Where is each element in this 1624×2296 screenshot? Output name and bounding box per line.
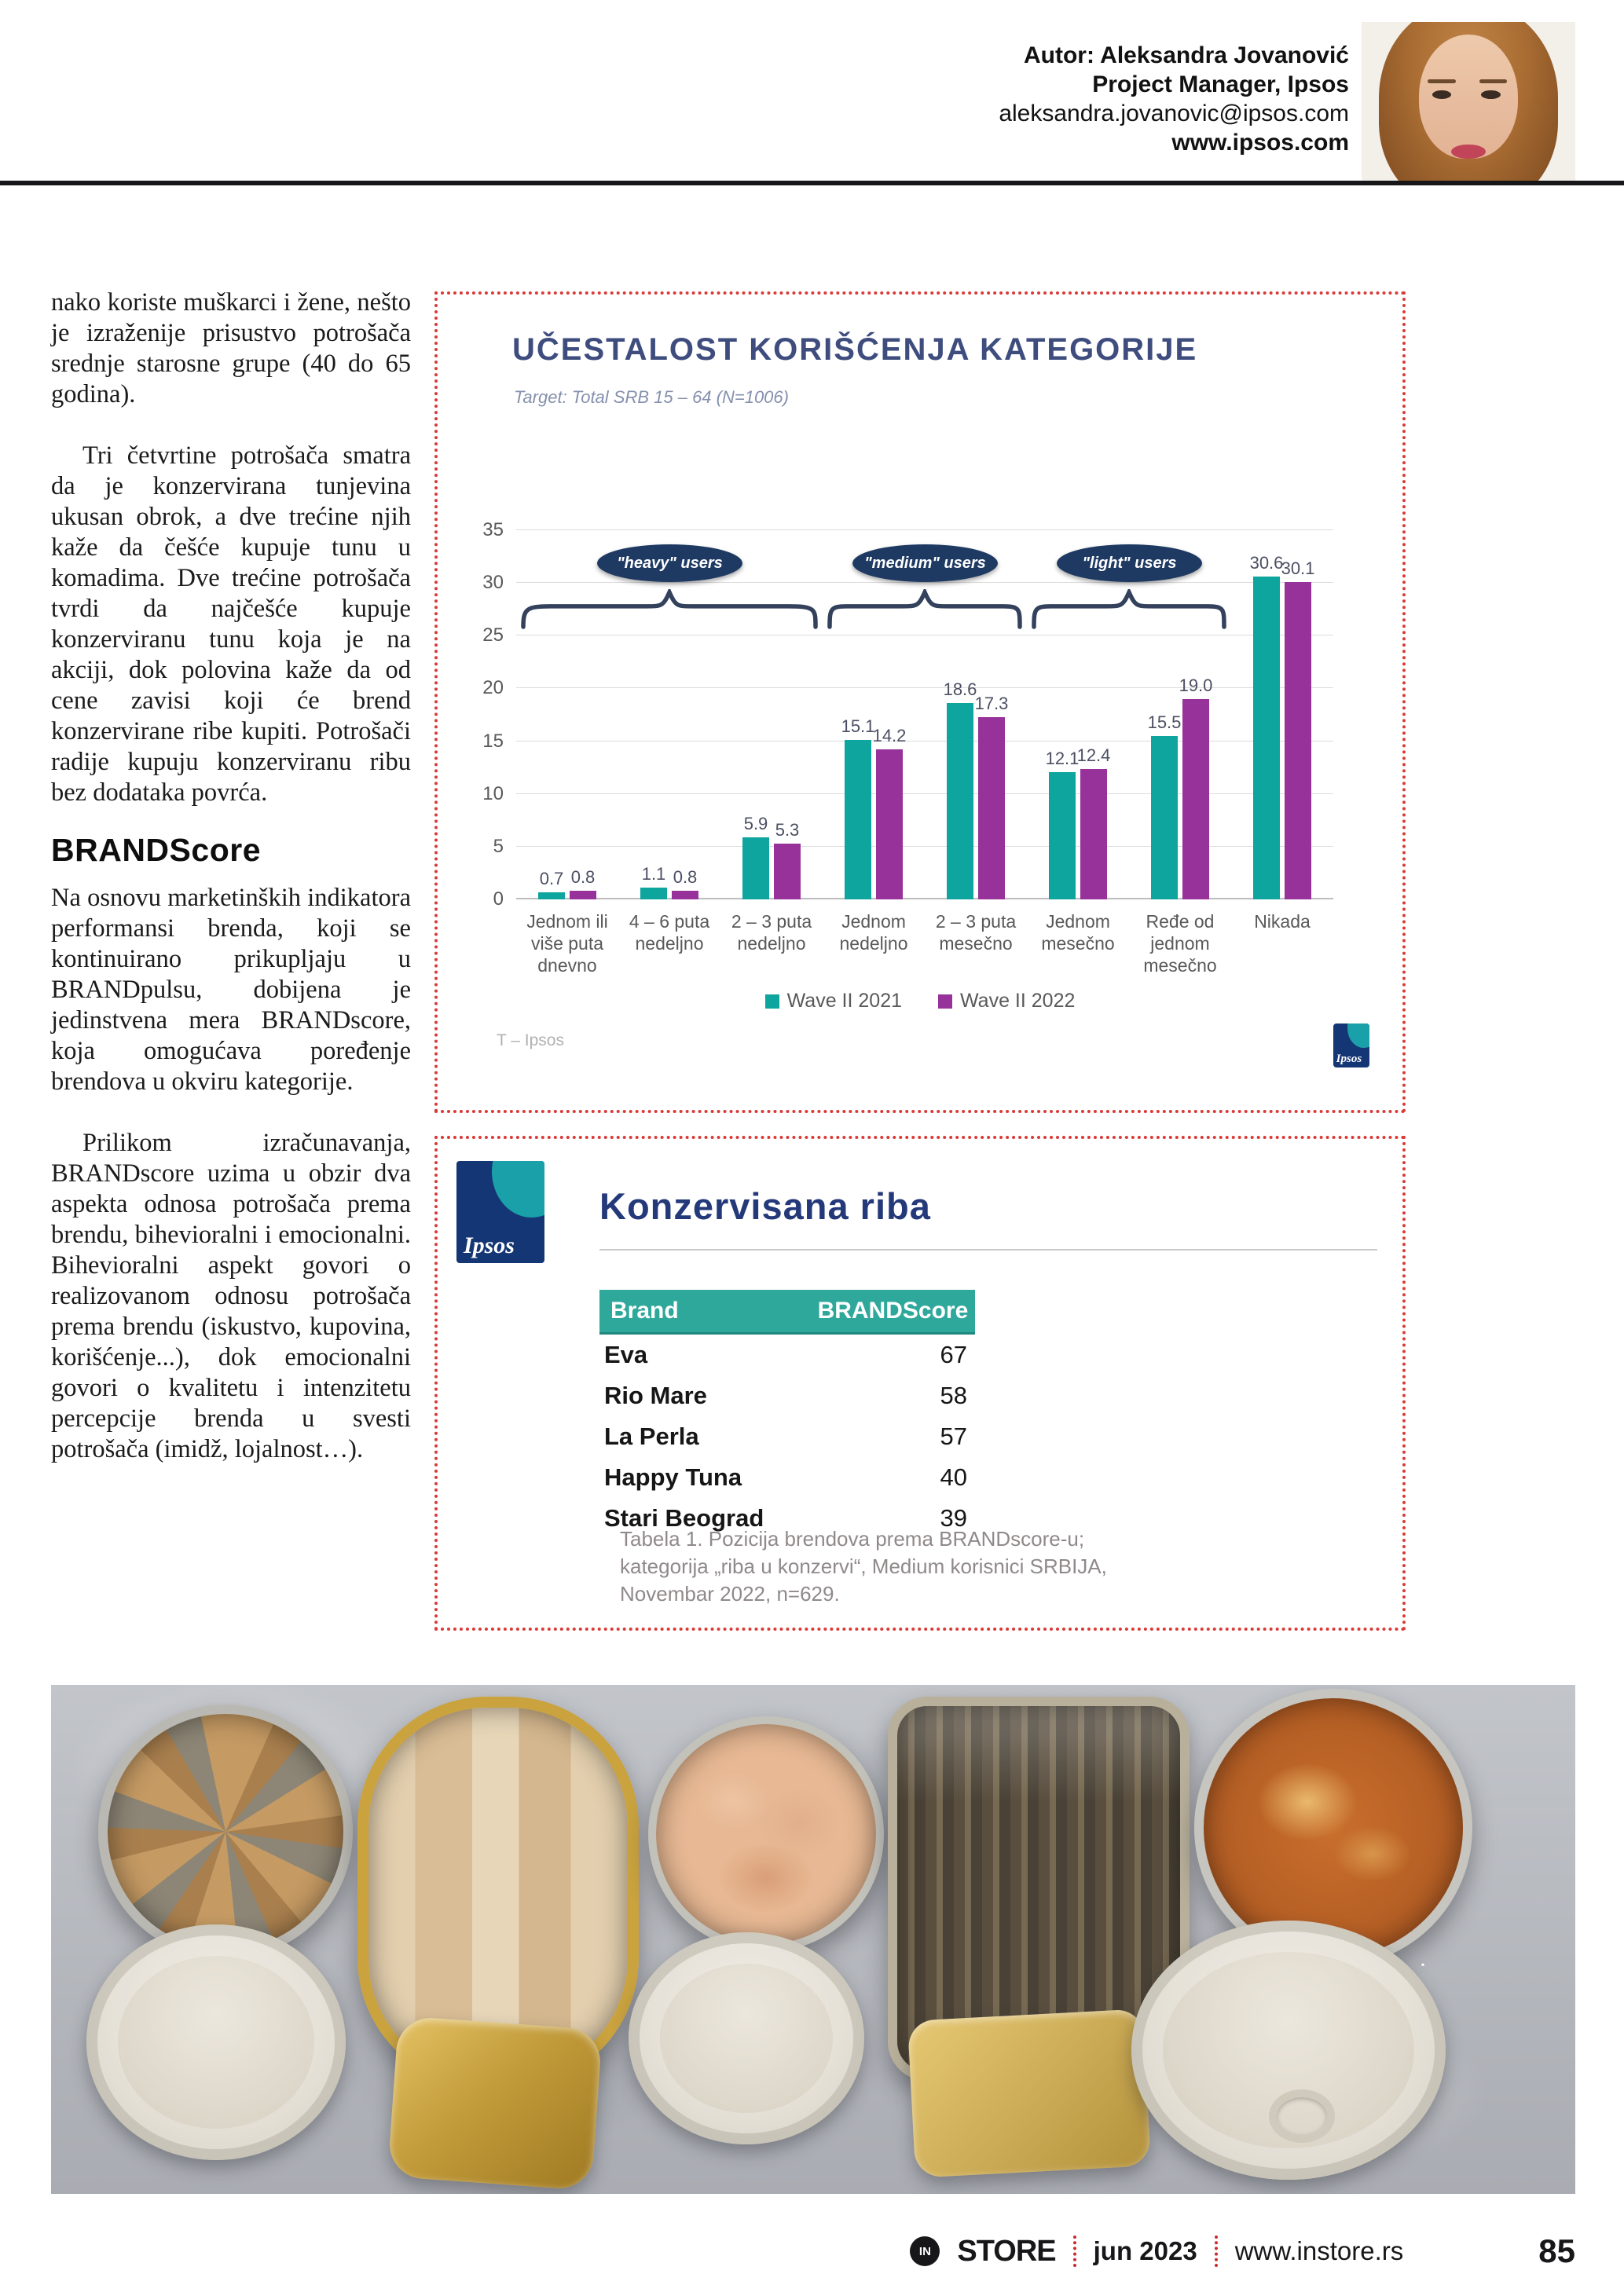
bar-group [1129,675,1231,899]
bar-wave-ii-2021 [1249,553,1284,899]
author-name: Autor: Aleksandra Jovanović [1023,42,1349,68]
can-lid-gold [907,2009,1151,2177]
bar-value-label: 14.2 [872,726,907,746]
ipsos-logo [456,1161,544,1263]
bar-value-label: 30.1 [1281,558,1315,578]
score-cell: 57 [940,1423,967,1450]
footer-separator [1215,2236,1218,2267]
brand-cell: Eva [604,1341,648,1368]
bar-group [618,864,720,899]
section-heading-brandscore: BRANDScore [51,832,261,868]
chart-title: UČESTALOST KORIŠĆENJA KATEGORIJE [512,332,1198,367]
author-role: Project Manager, Ipsos [1092,71,1349,97]
photo-canned-fish [51,1685,1575,2194]
legend-swatch [765,994,779,1009]
x-axis-category-label: 2 – 3 puta mesečno [935,911,1017,954]
bar-group [1027,745,1129,900]
column-header-brand: Brand [599,1290,771,1334]
instore-logo-icon: IN [910,2236,940,2266]
can-lid-with-ring [1131,1921,1446,2180]
bar-value-label: 17.3 [974,693,1009,713]
score-cell: 39 [940,1504,967,1532]
gridline [516,529,1333,530]
brand-cell: La Perla [604,1423,699,1450]
y-axis-tick: 0 [493,888,504,910]
bar-wave-ii-2021 [640,864,667,899]
photo-brow [1428,79,1455,83]
y-axis-tick: 35 [482,519,504,540]
round-can-tuna [648,1716,884,1952]
user-group-oval: "heavy" users [597,544,742,582]
can-lid [86,1924,346,2160]
user-group-oval: "light" users [1057,544,1202,582]
footer-website: www.instore.rs [1234,2236,1404,2265]
bar-value-label: 0.8 [673,867,698,888]
ipsos-logo-text: Ipsos [463,1232,515,1258]
bar-value-label: 1.1 [641,864,666,884]
brandscore-table [599,1290,975,1539]
page-footer [910,2232,1575,2270]
table-row [599,1334,975,1376]
x-axis-category-label: Ređe od jednom mesečno [1143,911,1217,976]
legend-item [765,990,902,1013]
bar-wave-ii-2021 [943,679,977,899]
bar-group [823,716,925,899]
author-photo [1362,22,1575,181]
legend-item [938,990,1075,1013]
legend-label: Wave II 2021 [786,990,902,1012]
legend-label: Wave II 2022 [960,990,1076,1012]
article-paragraph: Tri četvrtine potrošača smatra da je konzervirana tunjevina ukusan obrok, a dve trećine njih kaže da češće kupuje tunu u komadima. Dve trećine potrošača tvrdi da najčešće kupuje konzerviranu tunu koja je na akciji, dok polovina kaže da od cene zavisi koji će brend konzervirane ribe kupiti. Potrošači radije kupuju konzerviranu ribu bez dodataka povrća. [51,441,411,807]
chart-plot-area [516,530,1333,899]
brandscore-panel [434,1136,1406,1631]
bar-wave-ii-2022 [1281,558,1315,899]
bar-group [516,867,618,899]
bar-value-label: 15.5 [1147,712,1182,732]
bar-value-label: 19.0 [1179,675,1213,695]
author-website: www.ipsos.com [1171,130,1349,156]
bar-wave-ii-2021 [742,813,769,899]
x-axis-category-label: 2 – 3 puta nedeljno [731,911,812,954]
score-cell: 67 [940,1341,967,1368]
brand-cell: Stari Beograd [604,1504,764,1532]
y-axis-tick: 15 [482,730,504,752]
table-row [599,1416,975,1457]
article-column [51,287,411,1465]
photo-eye [1432,90,1451,99]
article-paragraph: Na osnovu marketinških indikatora performansi brenda, koji se kontinuirano prikupljaju u BRANDpulsu, dobijena je jedinstvena mera BRANDscore, koja omogućava poređenje brendova u okviru kategorije. [51,884,411,1096]
instore-logo-text: STORE [957,2234,1056,2268]
column-header-brandscore: BRANDScore [771,1290,975,1334]
header-divider [0,181,1624,185]
page-number: 85 [1538,2232,1575,2269]
score-cell: 40 [940,1463,967,1491]
author-email: aleksandra.jovanovic@ipsos.com [999,101,1349,126]
user-group-oval: "medium" users [852,544,998,582]
bar-wave-ii-2022 [872,726,907,899]
table-header-row [599,1290,975,1334]
bar-wave-ii-2022 [570,867,596,899]
y-axis-tick: 5 [493,835,504,857]
brandscore-panel-title: Konzervisana riba [599,1185,931,1227]
score-cell: 58 [940,1382,967,1409]
title-divider [599,1249,1377,1251]
group-brace [827,589,1023,630]
bar-group [925,679,1027,899]
chart-subtitle: Target: Total SRB 15 – 64 (N=1006) [514,387,789,407]
bar-value-label: 18.6 [943,679,977,700]
bar-wave-ii-2022 [1076,745,1111,900]
y-axis-tick: 20 [482,677,504,699]
bar-value-label: 12.4 [1076,745,1111,765]
brand-cell: Rio Mare [604,1382,707,1409]
bar-wave-ii-2022 [672,867,698,899]
x-axis-category-label: 4 – 6 puta nedeljno [629,911,710,954]
x-axis-category-label: Nikada [1254,911,1311,932]
x-axis-category-label: Jednom ili više puta dnevno [526,911,608,976]
chart-panel [434,291,1406,1113]
group-brace [520,589,819,630]
group-brace [1031,589,1227,630]
bar-value-label: 15.1 [841,716,875,737]
pull-ring [1269,2089,1335,2143]
bar-group [720,813,823,899]
ipsos-logo [1333,1023,1369,1067]
y-axis-tick: 25 [482,624,504,646]
bar-wave-ii-2022 [774,819,801,899]
bar-value-label: 0.7 [539,868,564,888]
table-caption: Tabela 1. Pozicija brendova prema BRANDscore-u; kategorija „riba u konzervi“, Medium korisnici SRBIJA, Novembar 2022, n=629. [620,1527,1107,1606]
chart-legend [438,990,1402,1013]
footer-issue: jun 2023 [1093,2236,1197,2265]
y-axis-tick: 30 [482,572,504,594]
can-lid-gold [387,2016,603,2191]
bar-group [1231,553,1333,899]
bar-value-label: 0.8 [570,867,596,888]
bar-wave-ii-2022 [1179,675,1213,899]
photo-eye [1481,90,1500,99]
photo-lips [1451,145,1486,159]
bar-value-label: 5.3 [775,819,800,840]
table-row [599,1375,975,1416]
round-can-mackerel [98,1705,353,1959]
article-paragraph: Prilikom izračunavanja, BRANDscore uzima u obzir dva aspekta odnosa potrošača prema brendu, bihevioralni i emocionalni. Bihevioralni aspekt govori o realizovanom odnosu potrošača prema brendu (iskustvo, kupovina, korišćenje...), dok emocionalni govori o kvalitetu i intenzitetu percepcije brenda u svesti potrošača (imidž, lojalnost…). [51,1129,411,1463]
table-row [599,1457,975,1498]
brand-cell: Happy Tuna [604,1463,742,1491]
x-axis-category-label: Jednom mesečno [1041,911,1115,954]
footer-separator [1073,2236,1076,2267]
chart-source-note: T – Ipsos [497,1031,564,1049]
bar-wave-ii-2021 [1045,748,1080,899]
gridline [516,582,1333,583]
article-paragraph: nako koriste muškarci i žene, nešto je izraženije prisustvo potrošača srednje starosne grupe (40 do 65 godina). [51,288,411,408]
y-axis-tick: 10 [482,782,504,804]
bar-wave-ii-2021 [1147,712,1182,899]
author-block [999,41,1349,157]
bar-value-label: 12.1 [1045,748,1080,768]
bar-value-label: 5.9 [743,813,768,833]
bar-value-label: 30.6 [1249,553,1284,573]
bar-wave-ii-2021 [841,716,875,899]
photo-brow [1479,79,1507,83]
bar-wave-ii-2022 [974,693,1009,899]
bar-wave-ii-2021 [538,868,565,899]
legend-swatch [938,994,952,1009]
can-lid [629,1932,864,2144]
x-axis-category-label: Jednom nedeljno [839,911,908,954]
ipsos-logo-text: Ipsos [1336,1052,1362,1065]
